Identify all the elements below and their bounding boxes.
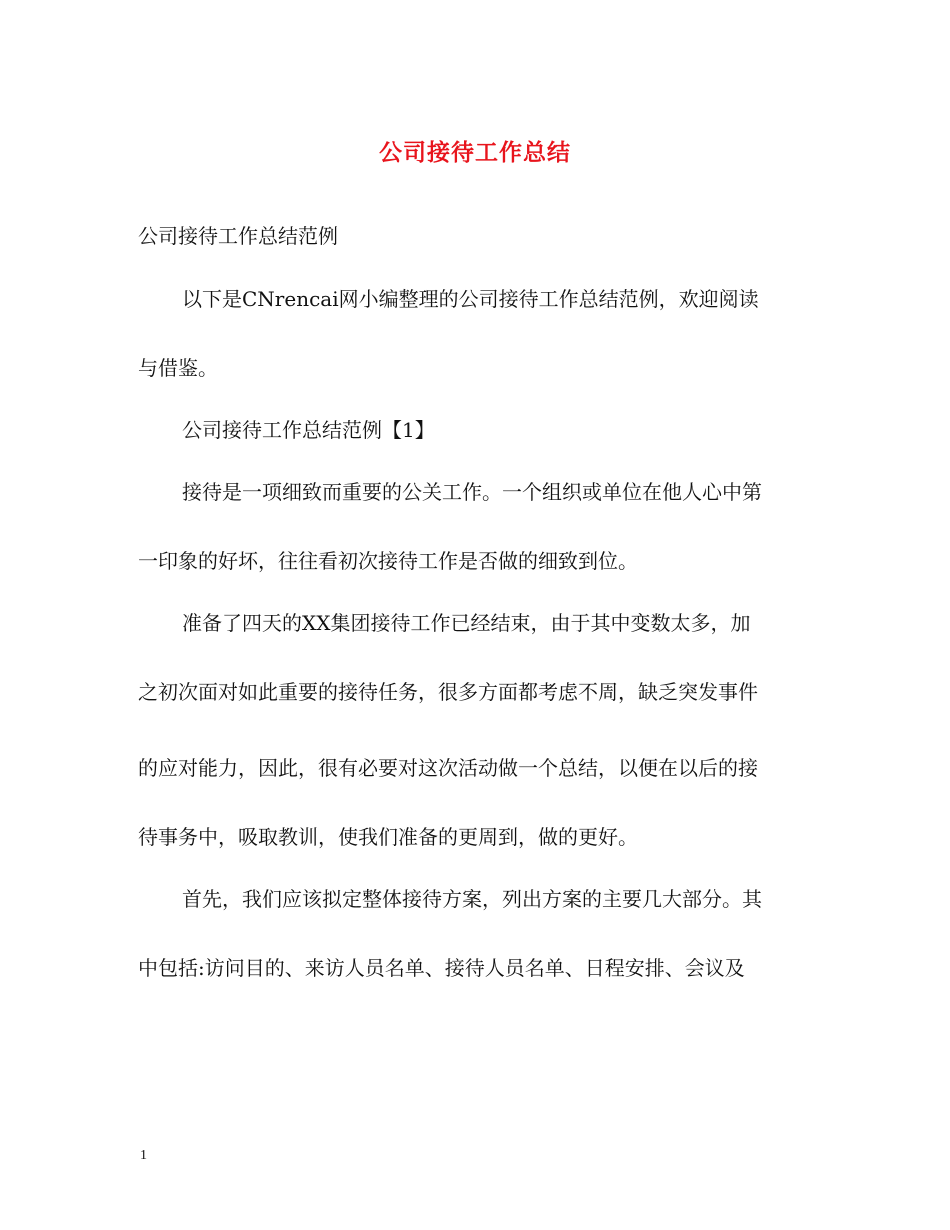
page-number: 1 <box>140 1148 147 1163</box>
paragraph-4-line-2: 中包括:访问目的、来访人员名单、接待人员名单、日程安排、会议及 <box>138 956 745 980</box>
paragraph-1-line-1: 以下是CNrencai网小编整理的公司接待工作总结范例，欢迎阅读 <box>182 287 759 311</box>
paragraph-2-line-2: 一印象的好坏，往往看初次接待工作是否做的细致到位。 <box>138 549 638 573</box>
paragraph-2-line-1: 接待是一项细致而重要的公关工作。一个组织或单位在他人心中第 <box>182 480 762 504</box>
paragraph-3-line-2: 之初次面对如此重要的接待任务，很多方面都考虑不周，缺乏突发事件 <box>138 680 758 704</box>
paragraph-3-line-4: 待事务中，吸取教训，使我们准备的更周到，做的更好。 <box>138 825 638 849</box>
section-heading: 公司接待工作总结范例【1】 <box>182 418 435 442</box>
document-subtitle: 公司接待工作总结范例 <box>138 224 338 248</box>
paragraph-3-line-1: 准备了四天的XX集团接待工作已经结束，由于其中变数太多，加 <box>182 611 751 635</box>
paragraph-3-line-3: 的应对能力，因此，很有必要对这次活动做一个总结，以便在以后的接 <box>138 756 758 780</box>
document-title: 公司接待工作总结 <box>379 139 571 166</box>
paragraph-4-line-1: 首先，我们应该拟定整体接待方案，列出方案的主要几大部分。其 <box>182 887 762 911</box>
paragraph-1-line-2: 与借鉴。 <box>138 356 218 380</box>
